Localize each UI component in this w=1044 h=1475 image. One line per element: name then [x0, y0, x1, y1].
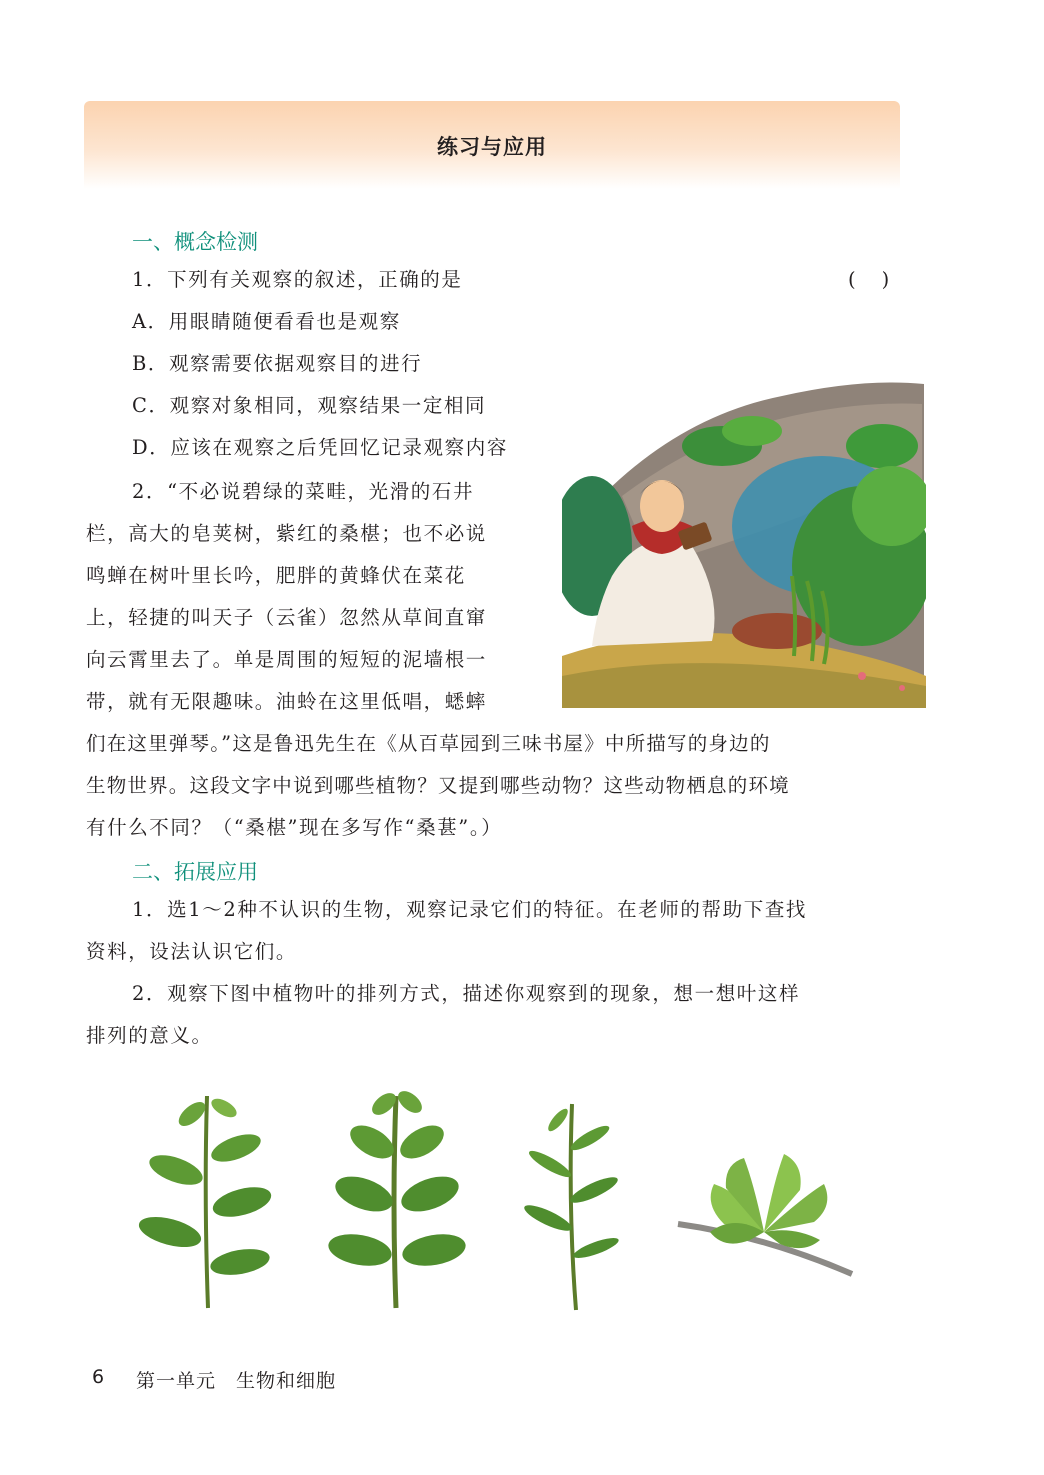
extension-q1-line: 1．选1～2种不认识的生物，观察记录它们的特征。在老师的帮助下查找	[132, 898, 808, 921]
option-c: C．观察对象相同，观察结果一定相同	[132, 394, 487, 417]
option-a: A．用眼睛随便看看也是观察	[132, 310, 401, 333]
unit-title: 第一单元 生物和细胞	[136, 1370, 337, 1392]
answer-blank	[848, 268, 889, 291]
page-title: 练习与应用	[437, 135, 547, 159]
question-2-line: 带，就有无限趣味。油蛉在这里低唱，蟋蟀	[86, 690, 487, 713]
question-2-line: 上，轻捷的叫天子（云雀）忽然从草间直窜	[86, 606, 487, 629]
section-heading-concept-check: 一、概念检测	[132, 230, 258, 254]
plant-narrow-leaves-illustration	[522, 1098, 622, 1312]
garden-boy-illustration	[562, 376, 926, 708]
question-2-line: 有什么不同？（“桑椹”现在多写作“桑葚”。）	[86, 816, 503, 839]
plant-clustered-ginkgo-leaves-illustration	[674, 1144, 856, 1278]
option-b: B．观察需要依据观察目的进行	[132, 352, 423, 375]
plant-opposite-leaves-illustration	[318, 1082, 468, 1310]
blank-open: (	[848, 268, 856, 291]
question-2-line: 鸣蝉在树叶里长吟，肥胖的黄蜂伏在菜花	[86, 564, 466, 587]
extension-q1-line: 资料，设法认识它们。	[86, 940, 298, 963]
extension-q2-line: 排列的意义。	[86, 1024, 213, 1047]
question-2-line: 2．“不必说碧绿的菜畦，光滑的石井	[132, 480, 475, 503]
section-heading-extended-application: 二、拓展应用	[132, 860, 258, 884]
question-1-stem: 1．下列有关观察的叙述，正确的是	[132, 268, 463, 291]
plant-alternate-leaves-illustration	[132, 1086, 282, 1310]
question-2-line: 栏，高大的皂荚树，紫红的桑椹；也不必说	[86, 522, 487, 545]
question-2-line: 生物世界。这段文字中说到哪些植物？又提到哪些动物？这些动物栖息的环境	[86, 774, 790, 797]
page-number: 6	[92, 1366, 105, 1388]
extension-q2-line: 2．观察下图中植物叶的排列方式，描述你观察到的现象，想一想叶这样	[132, 982, 801, 1005]
blank-close: )	[881, 268, 890, 291]
section-header-band	[84, 101, 900, 189]
option-d: D．应该在观察之后凭回忆记录观察内容	[132, 436, 508, 459]
question-2-line: 们在这里弹琴。”这是鲁迅先生在《从百草园到三味书屋》中所描写的身边的	[86, 732, 771, 755]
question-2-line: 向云霄里去了。单是周围的短短的泥墙根一	[86, 648, 487, 671]
